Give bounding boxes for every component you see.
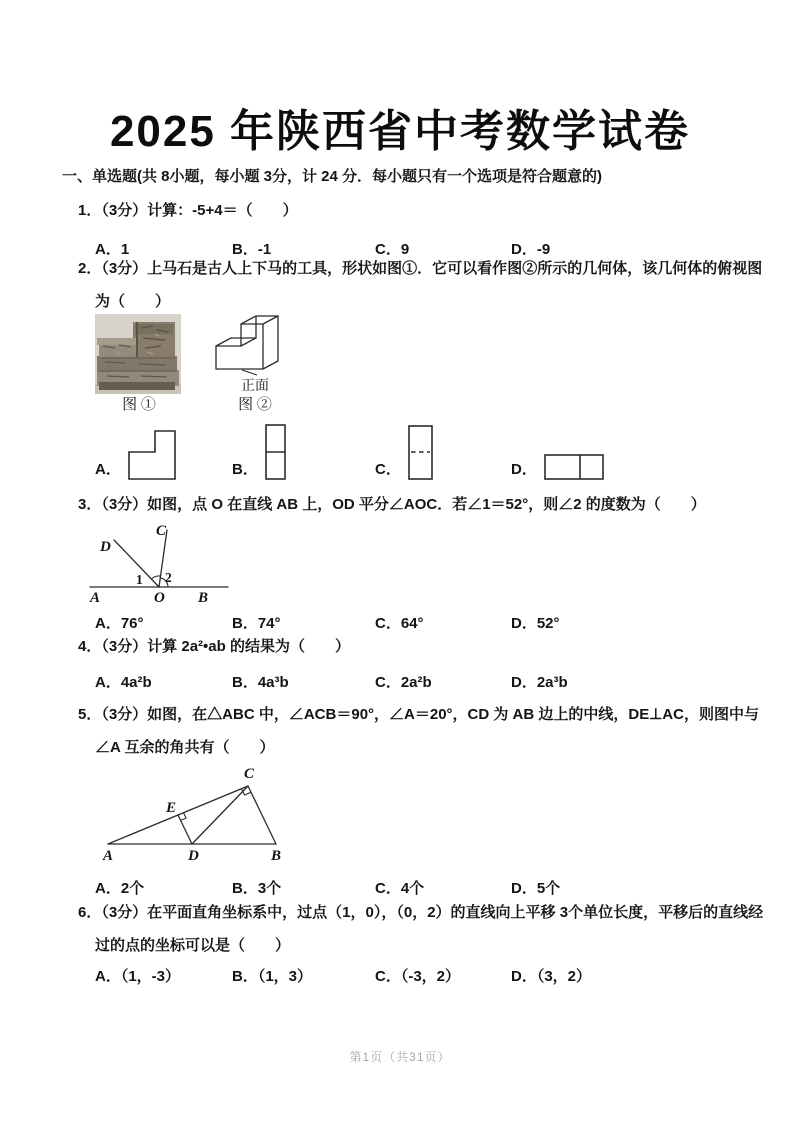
stone-block-photo: [95, 314, 181, 394]
figure-2-solid: [209, 314, 301, 414]
vertical-rect-dashed-line-icon: [408, 425, 433, 480]
question-2-options: [95, 424, 764, 480]
point-o-label: O: [154, 590, 165, 603]
l-shape-option-icon: [128, 430, 176, 480]
question-6-options: [95, 960, 764, 993]
option-d-label: D．: [511, 461, 537, 478]
question-4-options: [95, 666, 764, 699]
figure-2-caption: 图 ②: [238, 397, 272, 413]
option-a: A．（1，-3）: [95, 968, 181, 985]
question-6: [78, 896, 764, 993]
option-d: D．-9: [511, 241, 551, 258]
point-d-label: D: [100, 539, 111, 555]
horizontal-rect-divided-icon: [544, 454, 604, 480]
option-b: [232, 424, 375, 480]
option-d: D．5个: [511, 880, 561, 897]
option-d: D．2a³b: [511, 674, 568, 691]
question-2-figures: [95, 314, 764, 414]
option-c: C．2a²b: [375, 674, 432, 691]
option-c: C．9: [375, 241, 410, 258]
point-b-label: B: [271, 848, 282, 864]
figure-1-photo: [95, 314, 183, 414]
question-2-stem: 2．（3分）上马石是古人上下马的工具，形状如图①．它可以看作图②所示的几何体，该几何体的俯视图为（ ）: [78, 260, 763, 310]
point-e-label: E: [166, 800, 177, 816]
triangle-figure: [93, 764, 288, 864]
option-b-label: B．: [232, 461, 258, 478]
option-b: B．74°: [232, 615, 281, 632]
question-2: [78, 252, 764, 480]
l-shaped-solid-drawing: [211, 314, 299, 376]
question-6-stem: 6．（3分）在平面直角坐标系中，过点（1，0），（0，2）的直线向上平移 3个单位长度，平移后的直线经过的点的坐标可以是（ ）: [78, 904, 764, 954]
point-c-label: C: [244, 766, 255, 782]
point-a-label: A: [103, 848, 114, 864]
point-a-label: A: [90, 590, 101, 603]
question-3: [78, 488, 764, 640]
option-b: B．3个: [232, 880, 282, 897]
option-c: C．64°: [375, 615, 424, 632]
option-a: A．2个: [95, 880, 145, 897]
front-face-label: 正面: [241, 377, 269, 393]
page-number-footer: 第1页（共31页）: [349, 1050, 451, 1064]
point-c-label: C: [156, 523, 167, 539]
option-b: B．4a³b: [232, 674, 289, 691]
section-header: 一、单选题(共 8小题，每小题 3分，计 24 分．每小题只有一个选项是符合题意的): [62, 168, 603, 185]
angle-2-label: 2: [165, 570, 172, 585]
question-4: [78, 630, 764, 699]
option-a: A．1: [95, 241, 130, 258]
option-a: A．4a²b: [95, 674, 152, 691]
question-3-stem: 3．（3分）如图，点 O 在直线 AB 上，OD 平分∠AOC．若∠1＝52°，则∠2 的度数为（ ）: [78, 496, 706, 513]
question-5: [78, 698, 764, 905]
point-b-label: B: [198, 590, 209, 603]
option-d: [511, 454, 764, 480]
option-b: B．-1: [232, 241, 272, 258]
question-4-stem: 4．（3分）计算 2a²•ab 的结果为（ ）: [78, 638, 350, 655]
page-title: 2025 年陕西省中考数学试卷: [109, 107, 691, 156]
option-a: A．76°: [95, 615, 144, 632]
option-c: C．（-3，2）: [375, 968, 461, 985]
vertical-rect-solid-line-icon: [265, 424, 286, 480]
figure-1-caption: 图 ①: [122, 397, 156, 413]
option-c: [375, 425, 511, 480]
option-a: [95, 430, 232, 480]
option-d: D．52°: [511, 615, 560, 632]
option-b: B．（1，3）: [232, 968, 313, 985]
option-a-label: A．: [95, 461, 121, 478]
option-d: D．（3，2）: [511, 968, 592, 985]
question-5-stem: 5．（3分）如图，在△ABC 中，∠ACB＝90°，∠A＝20°，CD 为 AB 边上的中线，DE⊥AC，则图中与∠A 互余的角共有（ ）: [78, 706, 759, 756]
option-c-label: C．: [375, 461, 401, 478]
point-d-label: D: [188, 848, 199, 864]
question-1-stem: 1．（3分）计算：-5+4＝（ ）: [78, 202, 298, 219]
option-c: C．4个: [375, 880, 425, 897]
angle-1-label: 1: [136, 572, 143, 587]
angle-figure: [80, 521, 240, 603]
